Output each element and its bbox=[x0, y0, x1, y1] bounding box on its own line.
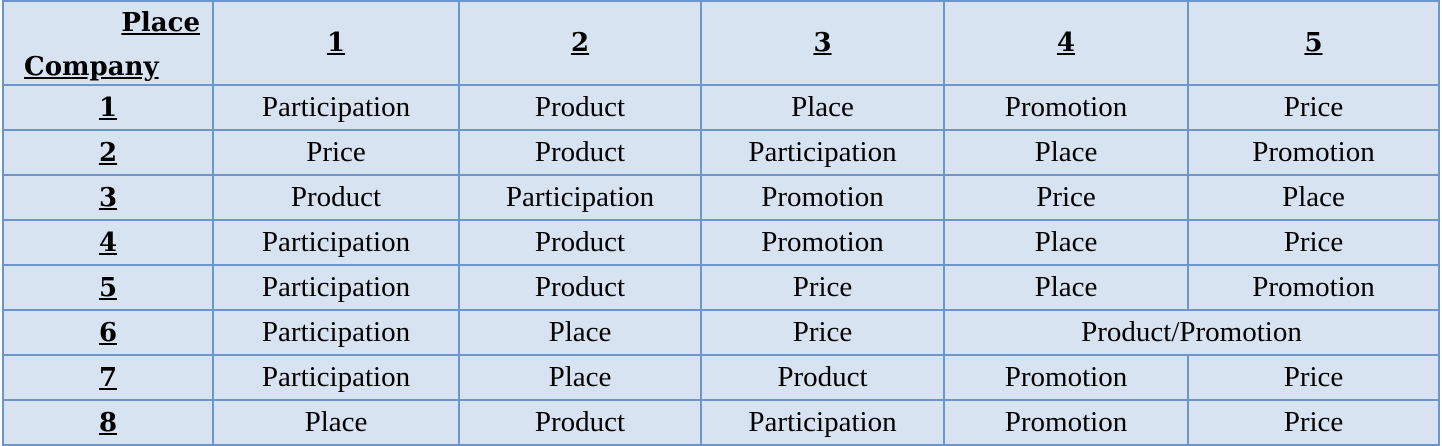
table-cell: Place bbox=[944, 130, 1188, 175]
table-cell: Price bbox=[944, 175, 1188, 220]
table-row bbox=[3, 175, 1439, 220]
company-row-header: 3 bbox=[3, 175, 213, 220]
table-cell: Promotion bbox=[701, 175, 944, 220]
header-row bbox=[3, 1, 1439, 85]
table-cell: Place bbox=[459, 310, 701, 355]
table-cell: Product bbox=[701, 355, 944, 400]
table-cell: Product bbox=[459, 220, 701, 265]
table-cell: Promotion bbox=[944, 85, 1188, 130]
table-cell: Product bbox=[459, 130, 701, 175]
table-cell: Price bbox=[1188, 355, 1439, 400]
company-row-header: 7 bbox=[3, 355, 213, 400]
place-column-header: 3 bbox=[701, 1, 944, 85]
place-column-header: 5 bbox=[1188, 1, 1439, 85]
table-row bbox=[3, 220, 1439, 265]
place-header-label: Place bbox=[121, 8, 200, 38]
table-cell: Participation bbox=[213, 355, 459, 400]
table-cell: Product bbox=[459, 85, 701, 130]
place-column-header: 4 bbox=[944, 1, 1188, 85]
table-cell: Price bbox=[701, 265, 944, 310]
table-cell: Promotion bbox=[701, 220, 944, 265]
table-cell: Place bbox=[1188, 175, 1439, 220]
table-cell: Price bbox=[701, 310, 944, 355]
table-cell: Place bbox=[944, 265, 1188, 310]
company-row-header: 4 bbox=[3, 220, 213, 265]
table-cell: Price bbox=[213, 130, 459, 175]
place-column-header: 1 bbox=[213, 1, 459, 85]
table-cell: Promotion bbox=[944, 355, 1188, 400]
merged-table-cell: Product/Promotion bbox=[944, 310, 1439, 355]
company-row-header: 8 bbox=[3, 400, 213, 445]
place-column-header: 2 bbox=[459, 1, 701, 85]
table-cell: Promotion bbox=[944, 400, 1188, 445]
corner-header-cell bbox=[3, 1, 213, 85]
table-cell: Place bbox=[944, 220, 1188, 265]
table-cell: Participation bbox=[701, 400, 944, 445]
table-row bbox=[3, 265, 1439, 310]
company-row-header: 5 bbox=[3, 265, 213, 310]
table-cell: Participation bbox=[213, 220, 459, 265]
table-cell: Product bbox=[213, 175, 459, 220]
table-cell: Promotion bbox=[1188, 130, 1439, 175]
table-cell: Promotion bbox=[1188, 265, 1439, 310]
table-cell: Participation bbox=[701, 130, 944, 175]
table-cell: Participation bbox=[213, 85, 459, 130]
table-cell: Place bbox=[459, 355, 701, 400]
table-cell: Place bbox=[213, 400, 459, 445]
table-row bbox=[3, 310, 1439, 355]
company-header-label: Company bbox=[24, 52, 159, 82]
company-row-header: 1 bbox=[3, 85, 213, 130]
company-row-header: 6 bbox=[3, 310, 213, 355]
table-cell: Product bbox=[459, 265, 701, 310]
table-cell: Participation bbox=[213, 265, 459, 310]
table-row bbox=[3, 400, 1439, 445]
table-cell: Participation bbox=[459, 175, 701, 220]
table-cell: Price bbox=[1188, 85, 1439, 130]
table-cell: Product bbox=[459, 400, 701, 445]
table-row bbox=[3, 355, 1439, 400]
table-row bbox=[3, 85, 1439, 130]
table-cell: Price bbox=[1188, 220, 1439, 265]
table-row bbox=[3, 130, 1439, 175]
table-cell: Price bbox=[1188, 400, 1439, 445]
ranking-table bbox=[2, 0, 1440, 446]
table-cell: Place bbox=[701, 85, 944, 130]
table-cell: Participation bbox=[213, 310, 459, 355]
company-row-header: 2 bbox=[3, 130, 213, 175]
